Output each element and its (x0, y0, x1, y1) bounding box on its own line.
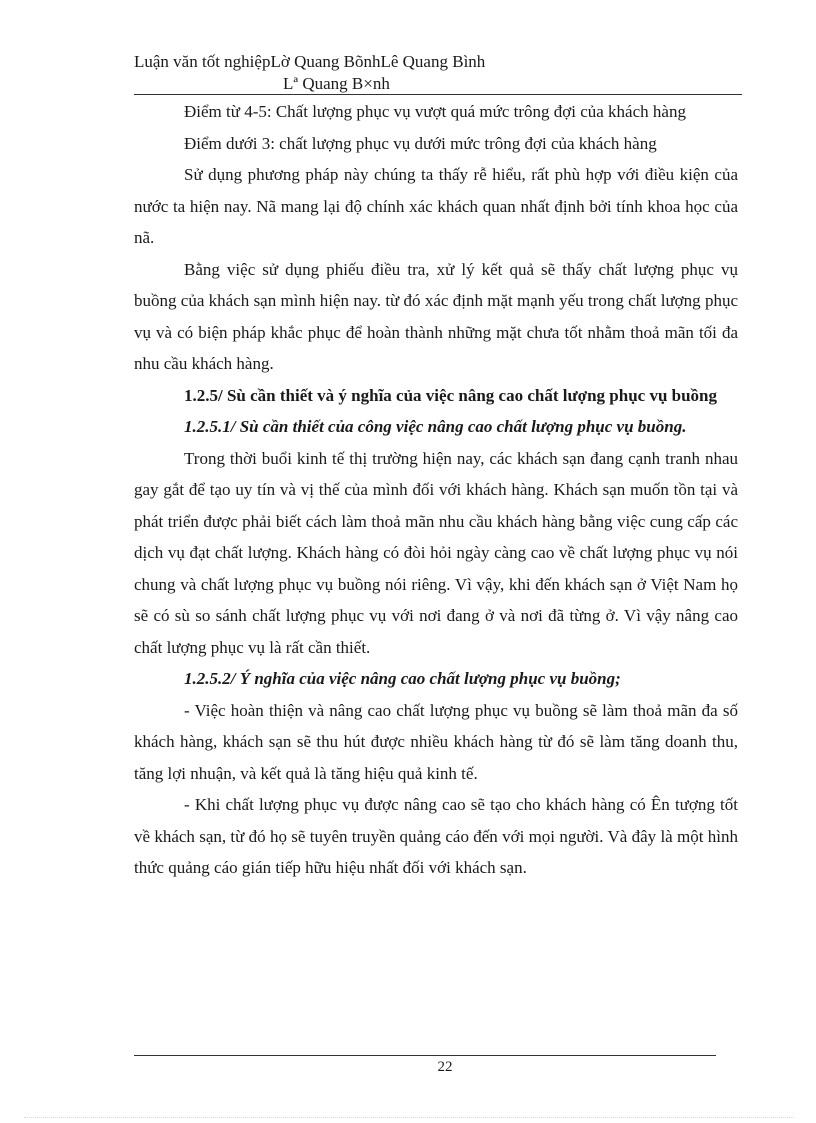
header-title: Luận văn tốt nghiệpLờ Quang BõnhLê Quang Bình (134, 52, 486, 71)
subsection-heading-1-2-5-1: 1.2.5.1/ Sù cần thiết của công việc nâng cao chất lượng phục vụ buồng. (184, 417, 687, 436)
header-rule (134, 94, 742, 95)
paragraph-meaning-1: - Việc hoàn thiện và nâng cao chất lượng phục vụ buồng sẽ làm thoả mãn đa số khách hàng, khách sạn sẽ thu hút được nhiều khách hàng từ đó sẽ làm tăng doanh thu, tăng lợi nhuận, và kết quả là tăng hiệu quả kinh tế. (134, 700, 738, 783)
header-author: Lª Quang B×nh (283, 74, 390, 93)
page-body (134, 96, 738, 884)
paragraph-meaning-2: - Khi chất lượng phục vụ được nâng cao sẽ tạo cho khách hàng có Ên tượng tốt về khách sạn, từ đó họ sẽ tuyên truyền quảng cáo đến với mọi người. Và đây là một hình thức quảng cáo gián tiếp hữu hiệu nhất đối với khách sạn. (134, 795, 738, 877)
page-edge-divider (24, 1117, 794, 1118)
subsection-heading-1-2-5-2: 1.2.5.2/ Ý nghĩa của việc nâng cao chất lượng phục vụ buồng; (184, 669, 621, 688)
paragraph-score-below-3: Điểm dưới 3: chất lượng phục vụ dưới mức trông đợi của khách hàng (184, 133, 657, 153)
footer-rule (134, 1055, 716, 1056)
paragraph-method: Sử dụng phương pháp này chúng ta thấy rễ hiểu, rất phù hợp với điều kiện của nước ta hiện nay. Nã mang lại độ chính xác khách quan nhất định bởi tính khoa học của nã. (134, 165, 738, 247)
paragraph-necessity: Trong thời buổi kinh tế thị trường hiện nay, các khách sạn đang cạnh tranh nhau gay gắt để tạo uy tín và vị thế của mình đối với khách hàng. Khách sạn muốn tồn tại và phát triển được phải biết cách làm thoả mãn nhu cầu khách hàng bằng việc cung cấp các dịch vụ đạt chất lượng. Khách hàng có đòi hỏi ngày càng cao về chất lượng phục vụ nói chung và chất lượng phục vụ buồng nói riêng. Vì vậy, khi đến khách sạn ở Việt Nam họ sẽ có sù so sánh chất lượng phục vụ với nơi đang ở và nơi đã từng ở. Vì vậy nâng cao chất lượng phục vụ là rất cần thiết. (134, 448, 738, 657)
paragraph-score-4-5: Điểm từ 4-5: Chất lượng phục vụ vượt quá mức trông đợi của khách hàng (184, 102, 686, 121)
paragraph-survey: Bằng việc sử dụng phiếu điều tra, xử lý kết quả sẽ thấy chất lượng phục vụ buồng của khách sạn mình hiện nay. từ đó xác định mặt mạnh yếu trong chất lượng phục vụ và có biện pháp khắc phục để hoàn thành những mặt chưa tốt nhằm thoả mãn tối đa nhu cầu khách hàng. (134, 259, 738, 373)
page-header (134, 51, 742, 95)
page-number: 22 (437, 1059, 453, 1075)
section-heading-1-2-5: 1.2.5/ Sù cần thiết và ý nghĩa của việc nâng cao chất lượng phục vụ buồng (184, 385, 718, 405)
